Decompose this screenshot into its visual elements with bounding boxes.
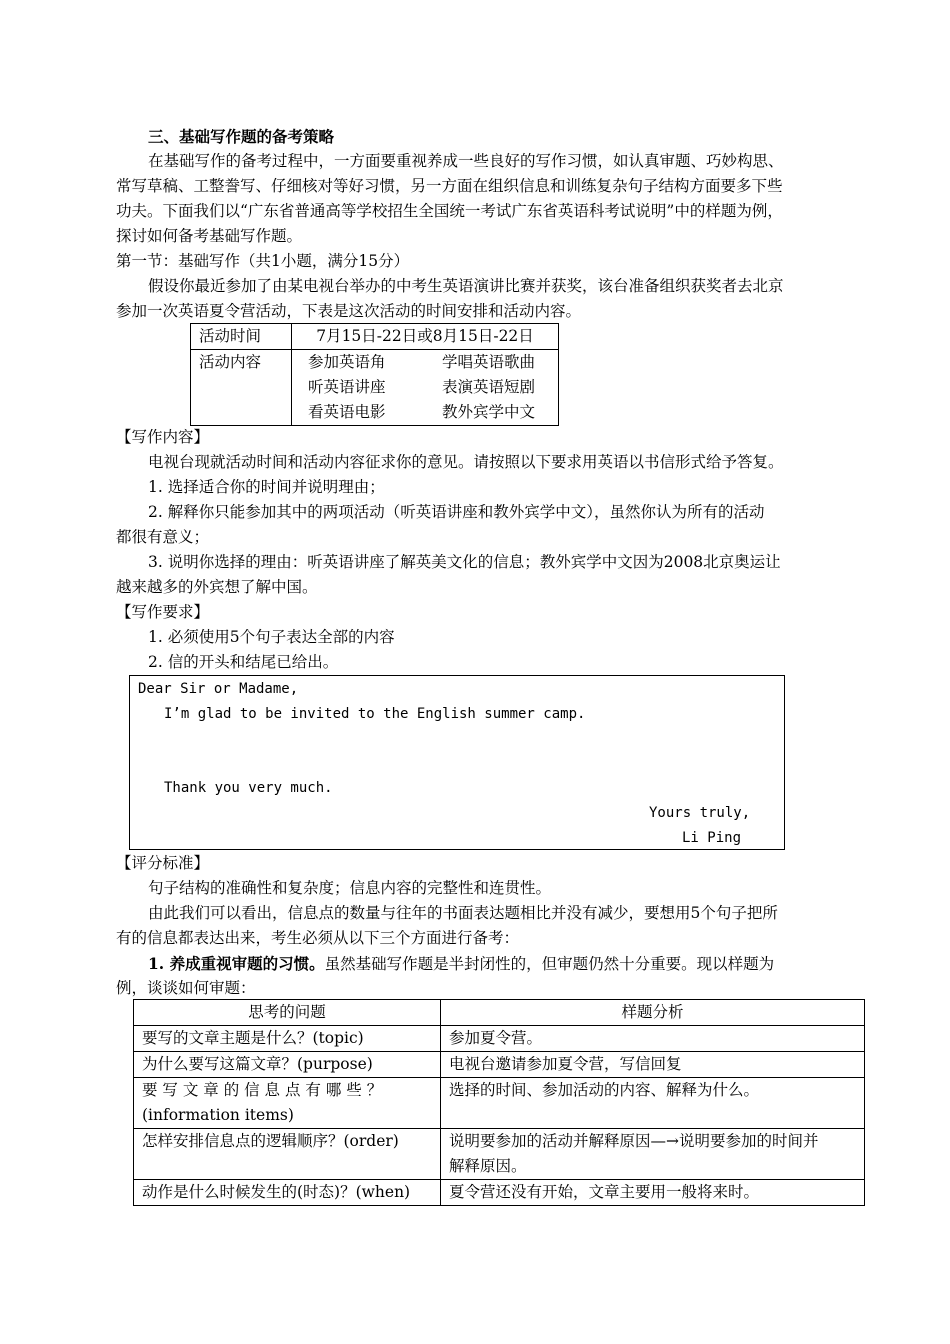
letter-greeting: Dear Sir or Madame, <box>138 681 299 697</box>
table-row <box>134 1129 865 1180</box>
writing-content-line: 电视台现就活动时间和活动内容征求你的意见。请按照以下要求用英语以书信形式给予答复。 <box>148 453 784 471</box>
question-cell: 动作是什么时候发生的(时态)？(when) <box>134 1180 441 1206</box>
header-question: 思考的问题 <box>134 1000 441 1026</box>
question-line: 要 写 文 章 的 信 息 点 有 哪 些 ？ <box>142 1081 383 1099</box>
answer-cell: 选择的时间、参加活动的内容、解释为什么。 <box>441 1078 865 1129</box>
table-row <box>134 1078 865 1129</box>
writing-content-line: 2. 解释你只能参加其中的两项活动（听英语讲座和教外宾学中文），虽然你认为所有的活动 <box>148 503 765 521</box>
answer-line: 解释原因。 <box>449 1157 527 1175</box>
analysis-line: 由此我们可以看出，信息点的数量与往年的书面表达题相比并没有减少，要想用5个句子把所 <box>148 904 778 922</box>
question-cell: 怎样安排信息点的逻辑顺序？(order) <box>134 1129 441 1180</box>
letter-opening: I’m glad to be invited to the English summer camp. <box>164 706 586 722</box>
activity-item: 学唱英语歌曲 <box>442 353 536 371</box>
answer-cell: 夏令营还没有开始，文章主要用一般将来时。 <box>441 1180 865 1206</box>
intro-line: 功夫。下面我们以“广东省普通高等学校招生全国统一考试广东省英语科考试说明”中的样题为例， <box>116 202 783 220</box>
letter-signoff: Yours truly, <box>649 805 751 821</box>
header-analysis: 样题分析 <box>441 1000 865 1026</box>
point1-line <box>148 951 774 977</box>
writing-req-line: 1. 必须使用5个句子表达全部的内容 <box>148 628 395 646</box>
activity-col-a <box>292 350 427 426</box>
scoring-text: 句子结构的准确性和复杂度；信息内容的完整性和连贯性。 <box>148 879 552 897</box>
answer-cell: 参加夏令营。 <box>441 1026 865 1052</box>
writing-content-line: 越来越多的外宾想了解中国。 <box>116 578 318 596</box>
activity-item: 参加英语角 <box>308 353 386 371</box>
section-title: 第一节：基础写作（共1小题，满分15分） <box>116 252 410 270</box>
table-row <box>134 1180 865 1206</box>
activity-item: 表演英语短剧 <box>442 378 536 396</box>
letter-closing: Thank you very much. <box>164 780 333 796</box>
activity-col-b <box>426 350 559 426</box>
letter-name: Li Ping <box>682 830 742 846</box>
answer-line: 说明要参加的活动并解释原因—→说明要参加的时间并 <box>449 1132 819 1150</box>
activity-table <box>190 323 559 426</box>
table-header-row <box>134 1000 865 1026</box>
point1-bold: 1. 养成重视审题的习惯。 <box>148 954 325 973</box>
intro-line: 常写草稿、工整誊写、仔细核对等好习惯，另一方面在组织信息和训练复杂句子结构方面要多下些 <box>116 177 783 195</box>
analysis-table <box>133 999 865 1206</box>
question-cell: 为什么要写这篇文章？(purpose) <box>134 1052 441 1078</box>
point1-rest: 虽然基础写作题是半封闭性的，但审题仍然十分重要。现以样题为 <box>324 955 775 973</box>
activity-item: 听英语讲座 <box>308 378 386 396</box>
question-line: (information items) <box>142 1106 294 1124</box>
section-heading: 三、基础写作题的备考策略 <box>148 127 335 146</box>
scoring-title: 【评分标准】 <box>116 854 210 872</box>
writing-content-title: 【写作内容】 <box>116 428 210 446</box>
intro-line: 在基础写作的备考过程中，一方面要重视养成一些良好的写作习惯，如认真审题、巧妙构思、 <box>148 152 784 170</box>
writing-req-line: 2. 信的开头和结尾已给出。 <box>148 653 339 671</box>
table-row <box>134 1026 865 1052</box>
time-value: 7月15日-22日或8月15日-22日 <box>292 324 559 350</box>
letter-box <box>129 675 785 850</box>
prompt-line: 参加一次英语夏令营活动，下表是这次活动的时间安排和活动内容。 <box>116 302 582 320</box>
writing-content-line: 都很有意义； <box>116 528 210 546</box>
time-label: 活动时间 <box>191 324 292 350</box>
activity-item: 看英语电影 <box>308 403 386 421</box>
table-row <box>134 1052 865 1078</box>
writing-content-line: 1. 选择适合你的时间并说明理由； <box>148 478 385 496</box>
writing-content-line: 3. 说明你选择的理由：听英语讲座了解英美文化的信息；教外宾学中文因为2008北京奥运让 <box>148 553 781 571</box>
intro-line: 探讨如何备考基础写作题。 <box>116 227 303 245</box>
activity-item: 教外宾学中文 <box>442 403 536 421</box>
prompt-line: 假设你最近参加了由某电视台举办的中考生英语演讲比赛并获奖，该台准备组织获奖者去北京 <box>148 277 784 295</box>
question-cell <box>134 1078 441 1129</box>
point1-cont: 例，谈谈如何审题： <box>116 979 256 997</box>
analysis-line: 有的信息都表达出来，考生必须从以下三个方面进行备考： <box>116 929 520 947</box>
content-label: 活动内容 <box>191 350 292 426</box>
writing-req-title: 【写作要求】 <box>116 603 210 621</box>
question-cell: 要写的文章主题是什么？(topic) <box>134 1026 441 1052</box>
table-row <box>191 350 559 426</box>
table-row <box>191 324 559 350</box>
answer-cell <box>441 1129 865 1180</box>
answer-cell: 电视台邀请参加夏令营，写信回复 <box>441 1052 865 1078</box>
